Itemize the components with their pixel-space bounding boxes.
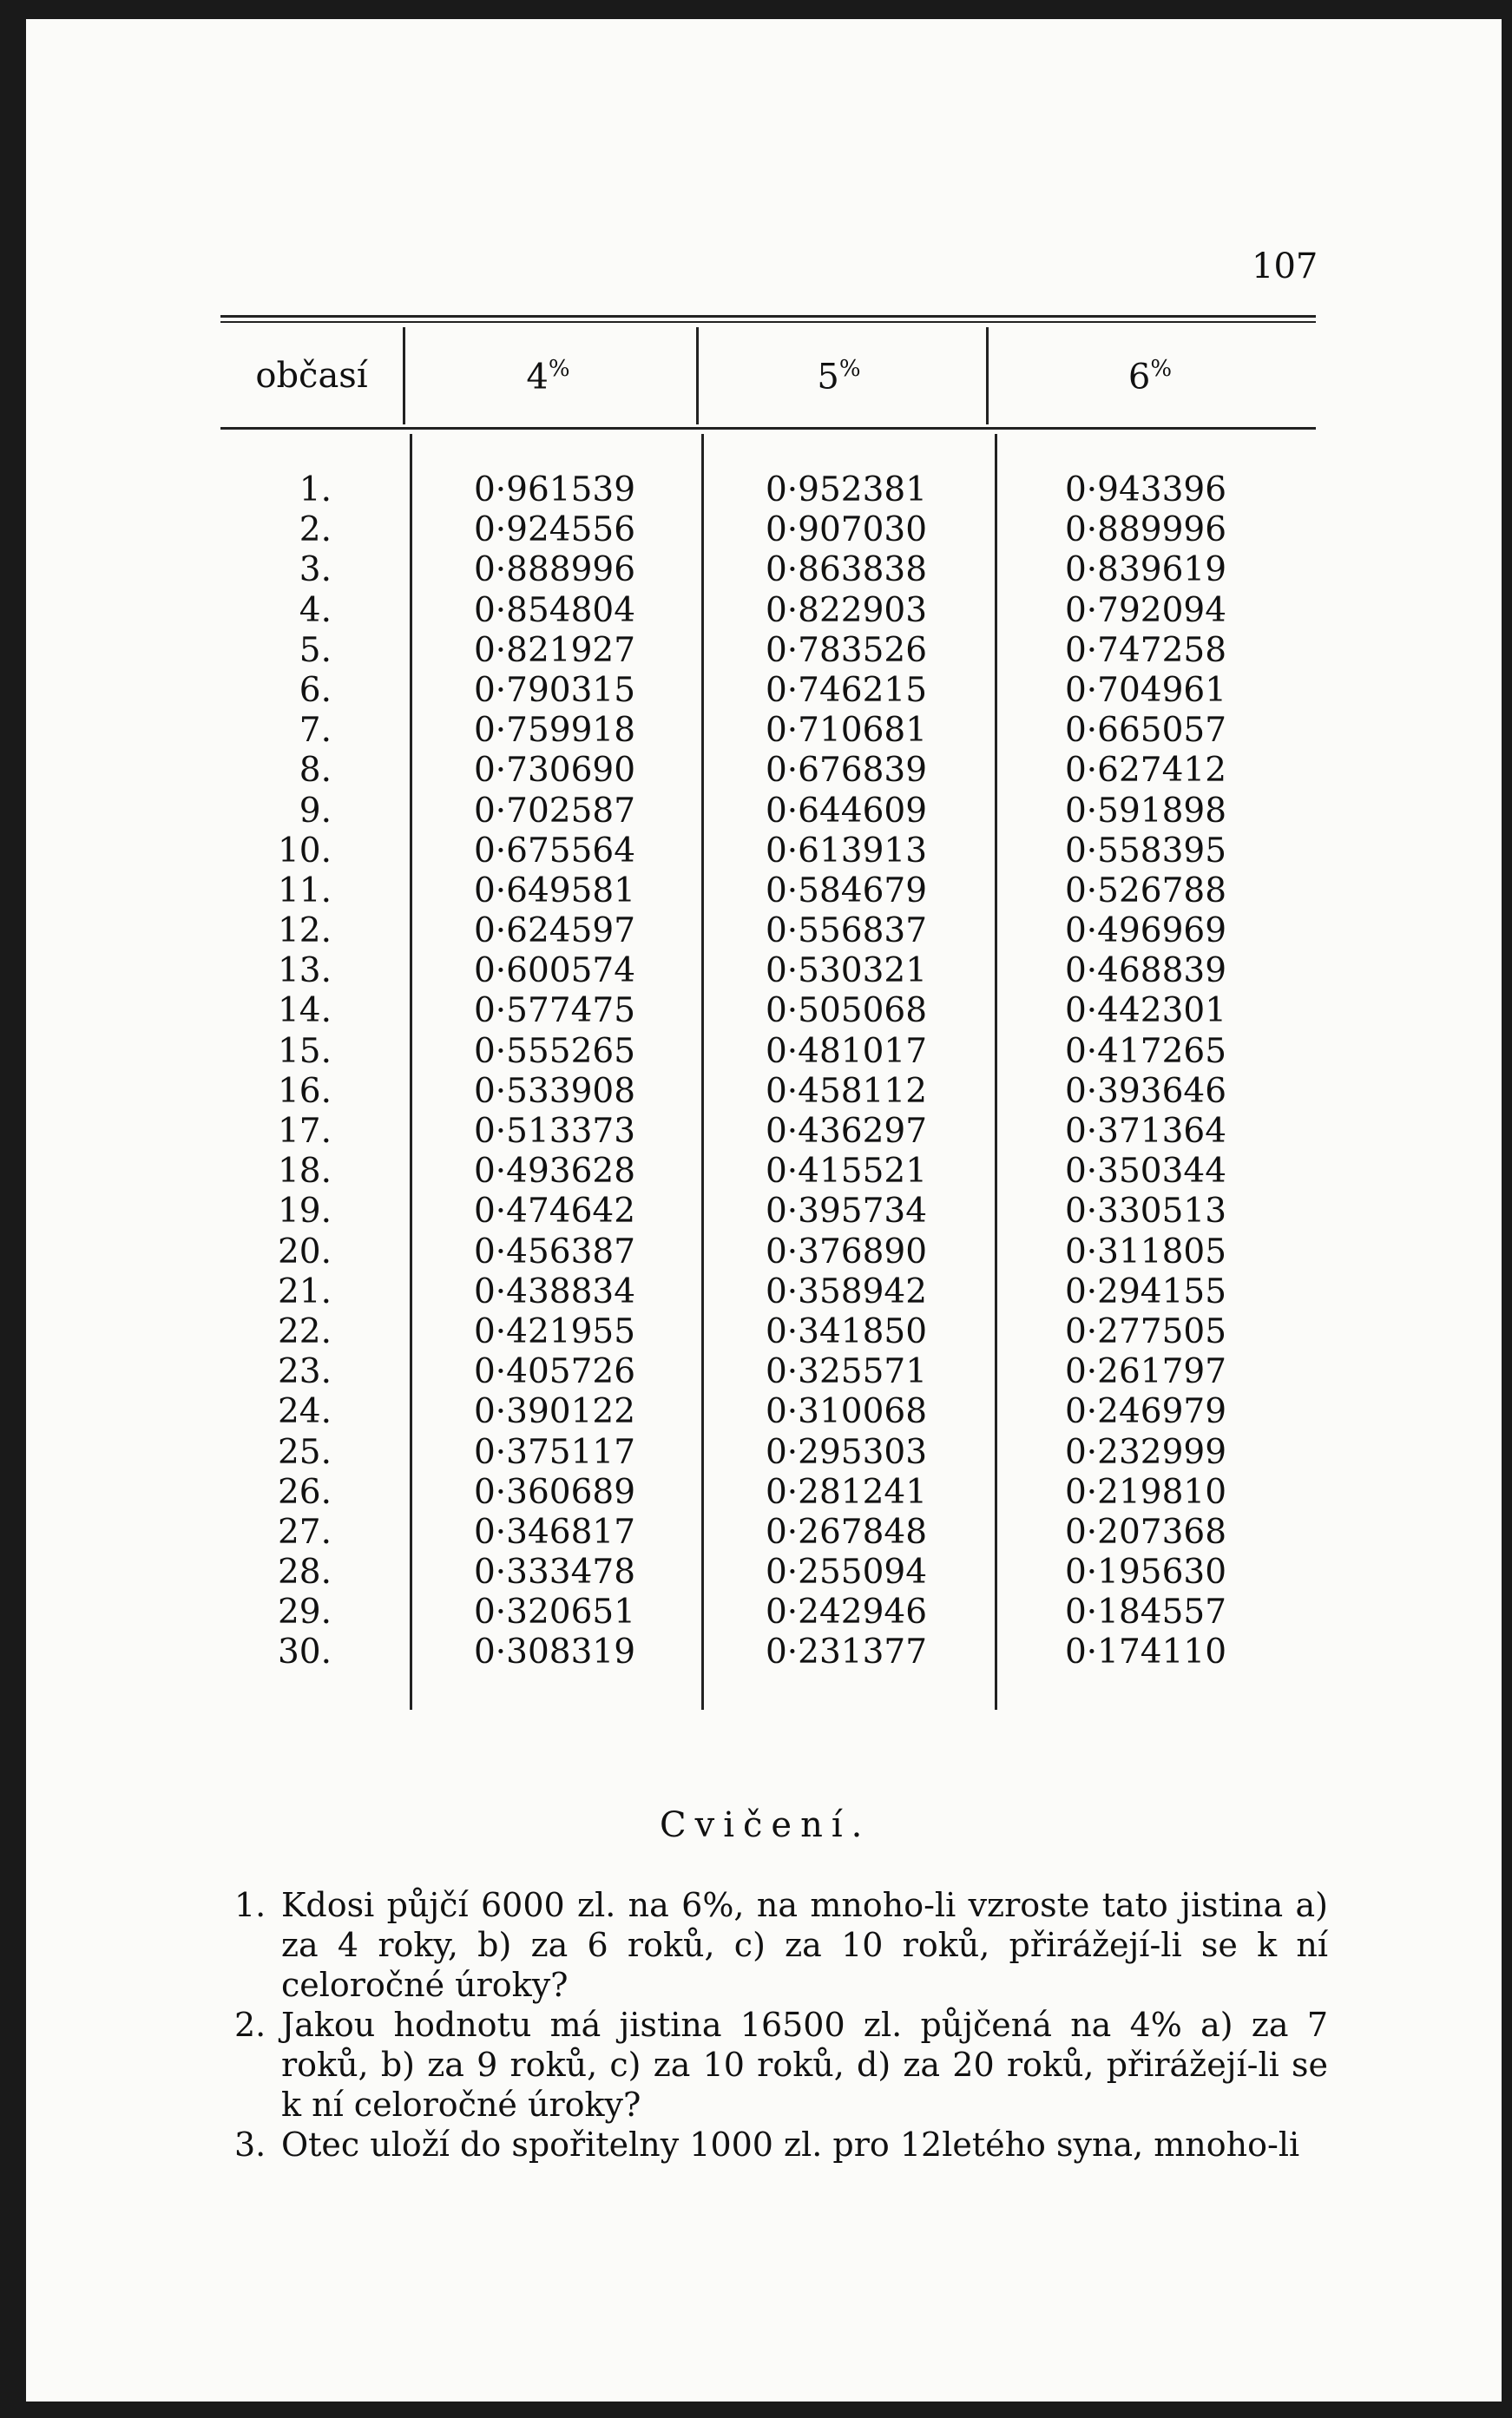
rate-5-cell: 0·907030 xyxy=(765,510,928,550)
header-4-percent: 4% xyxy=(526,356,570,398)
rate-5-cell: 0·644609 xyxy=(765,791,928,831)
body-divider-1 xyxy=(410,434,412,1710)
rate-4-cell: 0·702587 xyxy=(473,791,636,831)
rate-4-cell: 0·790315 xyxy=(473,670,636,710)
rate-5-cell: 0·376890 xyxy=(765,1232,928,1271)
rate-4-cell: 0·360689 xyxy=(473,1472,636,1512)
rate-5-cell: 0·458112 xyxy=(765,1071,928,1111)
rate-5-cell: 0·481017 xyxy=(765,1031,928,1071)
period-cell: 12. xyxy=(277,911,332,951)
exercise-list xyxy=(234,1885,1328,2165)
rate-6-cell: 0·839619 xyxy=(1064,550,1227,590)
period-cell: 24. xyxy=(277,1392,332,1432)
rate-6-cell: 0·889996 xyxy=(1064,510,1227,550)
rate-4-cell: 0·924556 xyxy=(473,510,636,550)
rate-5-cell: 0·746215 xyxy=(765,670,928,710)
rate-4-cell: 0·577475 xyxy=(473,991,636,1031)
rate-4-cell: 0·320651 xyxy=(473,1593,636,1633)
rate-6-cell: 0·591898 xyxy=(1064,791,1227,831)
period-cell: 8. xyxy=(299,751,332,791)
rate-5-cell: 0·310068 xyxy=(765,1392,928,1432)
rate-5-cell: 0·676839 xyxy=(765,751,928,791)
rate-5-cell: 0·325571 xyxy=(765,1352,928,1392)
exercise-text: Kdosi půjčí 6000 zl. na 6%, na mnoho-li vzroste tato jistina a) za 4 roky, b) za 6 roků, c) za 10 roků, přirážejí-li se k ní celoročné úroky? xyxy=(281,1886,1328,2004)
period-cell: 10. xyxy=(277,831,332,871)
exercise-number: 1. xyxy=(234,1886,266,1924)
table-top-rule xyxy=(220,315,1316,318)
rate-6-cell: 0·195630 xyxy=(1064,1553,1227,1593)
exercise-number: 3. xyxy=(234,2126,266,2164)
rate-4-cell: 0·405726 xyxy=(473,1352,636,1392)
rate-5-cell: 0·530321 xyxy=(765,951,928,991)
rate-6-cell: 0·371364 xyxy=(1064,1112,1227,1151)
rate-6-cell: 0·792094 xyxy=(1064,590,1227,630)
rate-4-cell: 0·600574 xyxy=(473,951,636,991)
exercise-item xyxy=(234,2125,1328,2165)
header-period: občasí xyxy=(255,356,368,396)
rate-5-cell: 0·267848 xyxy=(765,1512,928,1552)
rate-4-cell: 0·624597 xyxy=(473,911,636,951)
rate-5-cell: 0·952381 xyxy=(765,470,928,509)
rate-6-cell: 0·261797 xyxy=(1064,1352,1227,1392)
exercise-text: Jakou hodnotu má jistina 16500 zl. půjčená na 4% a) za 7 roků, b) za 9 roků, c) za 10 roků, d) za 20 roků, přirážejí-li se k ní celoročné úroky? xyxy=(281,2006,1328,2124)
exercise-item xyxy=(234,2005,1328,2125)
period-cell: 3. xyxy=(299,550,332,590)
rate-6-cell: 0·468839 xyxy=(1064,951,1227,991)
table-top-rule-2 xyxy=(220,321,1316,323)
rate-4-cell: 0·888996 xyxy=(473,550,636,590)
rate-5-cell: 0·231377 xyxy=(765,1633,928,1672)
rate-6-cell: 0·207368 xyxy=(1064,1512,1227,1552)
period-cell: 23. xyxy=(277,1352,332,1392)
rate-4-cell: 0·675564 xyxy=(473,831,636,871)
header-divider-2 xyxy=(696,327,699,424)
rate-4-cell: 0·961539 xyxy=(473,470,636,509)
exercise-text: Otec uloží do spořitelny 1000 zl. pro 12letého syna, mnoho-li xyxy=(281,2126,1300,2164)
rate-6-cell: 0·184557 xyxy=(1064,1593,1227,1633)
rate-6-cell: 0·417265 xyxy=(1064,1031,1227,1071)
rate-5-cell: 0·295303 xyxy=(765,1432,928,1472)
rate-5-cell: 0·710681 xyxy=(765,711,928,751)
rate-6-cell: 0·330513 xyxy=(1064,1192,1227,1232)
period-cell: 5. xyxy=(299,630,332,670)
period-cell: 20. xyxy=(277,1232,332,1271)
period-cell: 1. xyxy=(299,470,332,509)
rate-5-cell: 0·584679 xyxy=(765,871,928,910)
period-cell: 21. xyxy=(277,1271,332,1311)
rate-4-cell: 0·375117 xyxy=(473,1432,636,1472)
rate-6-cell: 0·219810 xyxy=(1064,1472,1227,1512)
rate-6-cell: 0·943396 xyxy=(1064,470,1227,509)
period-cell: 26. xyxy=(277,1472,332,1512)
rate-5-cell: 0·822903 xyxy=(765,590,928,630)
period-cell: 4. xyxy=(299,590,332,630)
period-cell: 29. xyxy=(277,1593,332,1633)
rate-6-cell: 0·496969 xyxy=(1064,911,1227,951)
rate-5-cell: 0·255094 xyxy=(765,1553,928,1593)
header-5-percent: 5% xyxy=(817,356,861,398)
header-6-percent: 6% xyxy=(1127,356,1173,398)
rate-4-cell: 0·555265 xyxy=(473,1031,636,1071)
rate-6-cell: 0·442301 xyxy=(1064,991,1227,1031)
period-cell: 30. xyxy=(277,1633,332,1672)
period-cell: 18. xyxy=(277,1152,332,1192)
rate-6-cell: 0·526788 xyxy=(1064,871,1227,910)
period-cell: 17. xyxy=(277,1112,332,1151)
rate-6-cell: 0·277505 xyxy=(1064,1311,1227,1351)
rate-6-cell: 0·558395 xyxy=(1064,831,1227,871)
period-cell: 28. xyxy=(277,1553,332,1593)
period-cell: 14. xyxy=(277,991,332,1031)
rate-6-cell: 0·704961 xyxy=(1064,670,1227,710)
header-divider-3 xyxy=(986,327,989,424)
period-cell: 19. xyxy=(277,1192,332,1232)
body-divider-3 xyxy=(995,434,997,1710)
period-cell: 11. xyxy=(277,871,332,910)
rate-6-cell: 0·665057 xyxy=(1064,711,1227,751)
period-cell: 6. xyxy=(299,670,332,710)
exercise-number: 2. xyxy=(234,2006,266,2044)
period-cell: 16. xyxy=(277,1071,332,1111)
rate-5-cell: 0·395734 xyxy=(765,1192,928,1232)
exercise-item xyxy=(234,1885,1328,2005)
rate-4-cell: 0·649581 xyxy=(473,871,636,910)
rate-4-cell: 0·308319 xyxy=(473,1633,636,1672)
rate-4-cell: 0·513373 xyxy=(473,1112,636,1151)
rate-5-cell: 0·613913 xyxy=(765,831,928,871)
rate-5-cell: 0·863838 xyxy=(765,550,928,590)
rate-5-cell: 0·505068 xyxy=(765,991,928,1031)
period-cell: 2. xyxy=(299,510,332,550)
period-cell: 13. xyxy=(277,951,332,991)
rate-6-cell: 0·311805 xyxy=(1064,1232,1227,1271)
rate-6-cell: 0·393646 xyxy=(1064,1071,1227,1111)
rate-4-cell: 0·333478 xyxy=(473,1553,636,1593)
rate-4-cell: 0·474642 xyxy=(473,1192,636,1232)
rate-4-cell: 0·456387 xyxy=(473,1232,636,1271)
page-number: 107 xyxy=(1252,246,1318,286)
rate-5-cell: 0·556837 xyxy=(765,911,928,951)
rate-5-cell: 0·415521 xyxy=(765,1152,928,1192)
rate-6-column xyxy=(1059,470,1233,1673)
period-cell: 27. xyxy=(277,1512,332,1552)
rate-4-cell: 0·346817 xyxy=(473,1512,636,1552)
book-page xyxy=(26,19,1502,2402)
rate-6-cell: 0·627412 xyxy=(1064,751,1227,791)
rate-5-cell: 0·783526 xyxy=(765,630,928,670)
rate-6-cell: 0·246979 xyxy=(1064,1392,1227,1432)
rate-5-cell: 0·281241 xyxy=(765,1472,928,1512)
period-column xyxy=(227,470,332,1673)
rate-4-cell: 0·493628 xyxy=(473,1152,636,1192)
rate-5-cell: 0·436297 xyxy=(765,1112,928,1151)
rate-4-cell: 0·854804 xyxy=(473,590,636,630)
rate-4-cell: 0·821927 xyxy=(473,630,636,670)
body-divider-2 xyxy=(701,434,704,1710)
period-cell: 22. xyxy=(277,1311,332,1351)
rate-6-cell: 0·350344 xyxy=(1064,1152,1227,1192)
rate-4-cell: 0·533908 xyxy=(473,1071,636,1111)
rate-5-column xyxy=(759,470,933,1673)
rate-5-cell: 0·358942 xyxy=(765,1271,928,1311)
period-cell: 15. xyxy=(277,1031,332,1071)
header-bottom-rule xyxy=(220,427,1316,430)
period-cell: 9. xyxy=(299,791,332,831)
header-divider-1 xyxy=(403,327,405,424)
period-cell: 7. xyxy=(299,711,332,751)
section-title: Cvičení. xyxy=(660,1805,871,1845)
rate-5-cell: 0·242946 xyxy=(765,1593,928,1633)
rate-4-cell: 0·390122 xyxy=(473,1392,636,1432)
rate-4-cell: 0·759918 xyxy=(473,711,636,751)
rate-4-cell: 0·421955 xyxy=(473,1311,636,1351)
rate-6-cell: 0·174110 xyxy=(1064,1633,1227,1672)
rate-6-cell: 0·747258 xyxy=(1064,630,1227,670)
period-cell: 25. xyxy=(277,1432,332,1472)
rate-5-cell: 0·341850 xyxy=(765,1311,928,1351)
rate-4-column xyxy=(468,470,641,1673)
rate-6-cell: 0·294155 xyxy=(1064,1271,1227,1311)
rate-4-cell: 0·730690 xyxy=(473,751,636,791)
rate-6-cell: 0·232999 xyxy=(1064,1432,1227,1472)
rate-4-cell: 0·438834 xyxy=(473,1271,636,1311)
